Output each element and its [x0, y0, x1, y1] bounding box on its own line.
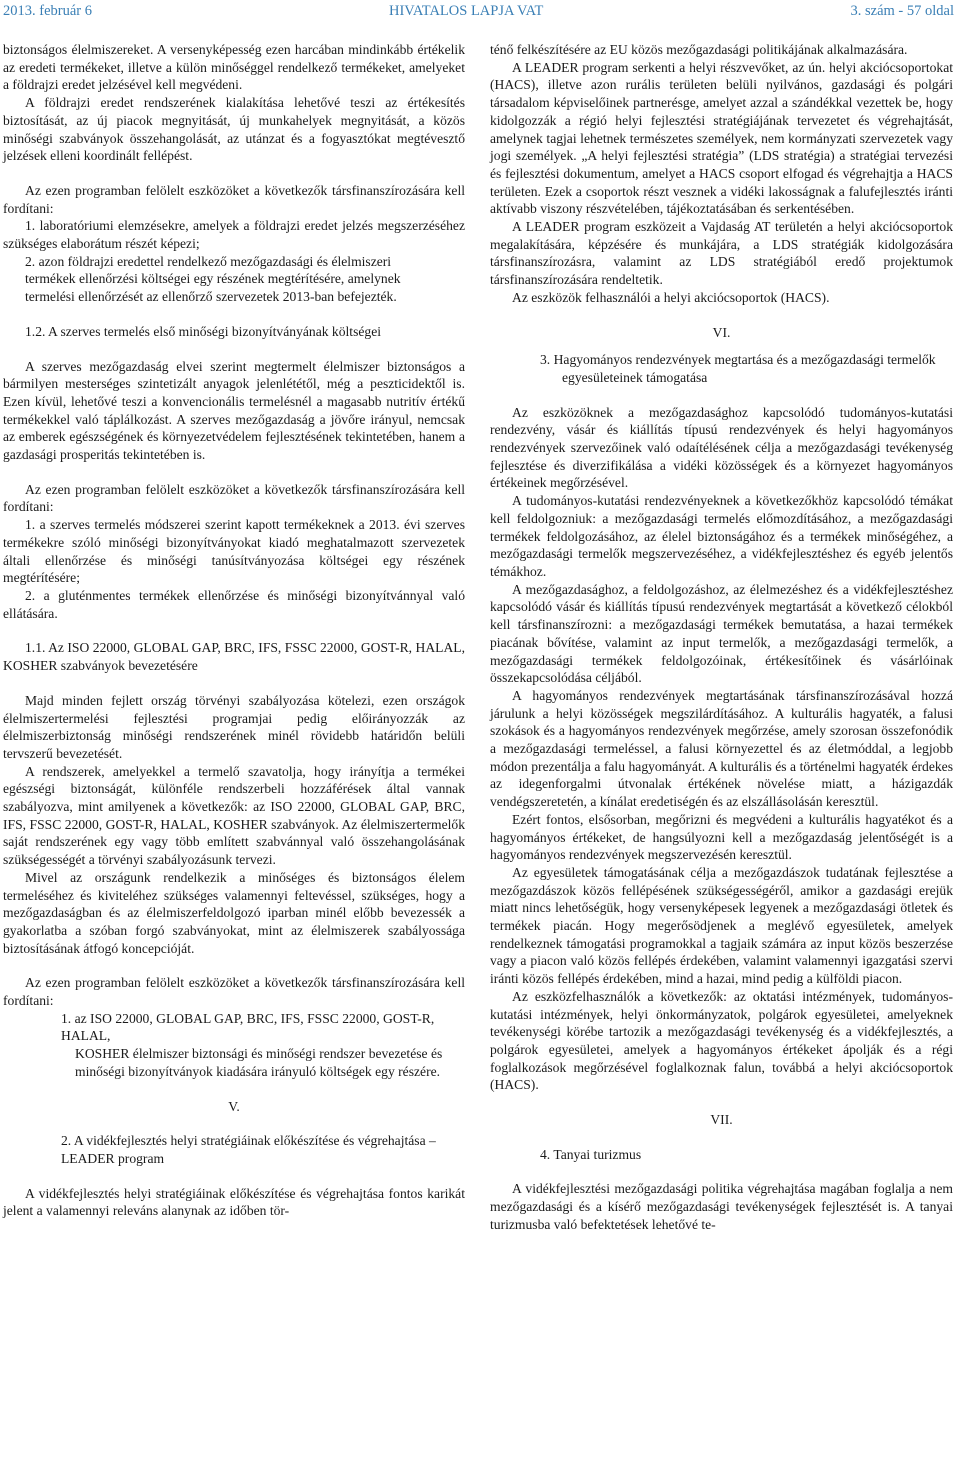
header-journal-title: HIVATALOS LAPJA VAT — [389, 3, 544, 19]
section-heading: 2. A vidékfejlesztés helyi stratégiáinak előkészítése és végrehajtása – LEADER program — [61, 1133, 436, 1166]
paragraph: A vidékfejlesztés helyi stratégiáinak előkészítése és végrehajtása fontos karikát jelent a valamennyi releváns alanynak az időben tör- — [3, 1185, 465, 1219]
paragraph: ténő felkészítésére az EU közös mezőgazdasági politikájának alkalmazására. — [490, 42, 908, 57]
right-column — [490, 41, 953, 1234]
paragraph: Az eszközök felhasználói a helyi akciócsoportok (HACS). — [512, 289, 830, 305]
section-number: V. — [228, 1098, 240, 1114]
paragraph: A LEADER program serkenti a helyi részvevőket, az ún. helyi akciócsoportokat (HACS), illetve azon rurális területen belüli nyilvános, gazdasági és polgári társadalom képviselőinek partnerésge, amelyet azzal a szándékkal vezettek be, hogy kidolgozzák a régió helyi fejlesztési stratégiájának tervezetet és végrehajtását, amelynek tagjai lehetnek természetes személyek, nem kormányzati szervezetek vagy jogi személyek. „A helyi fejlesztési stratégia” (LDS stratégia) a stratégiai tervezési és fejlesztési dokumentum, amelyet a HACS csoport elfogad és végrehajtja a HACS területen. Ezek a csoportok részt vesznek a vidéki lakosságnak a falufejlesztés iránti aktívabb viszony részvételében, tájékoztatásában és serkentésében. — [490, 59, 953, 217]
paragraph: A szerves mezőgazdaság elvei szerint megtermelt élelmiszer biztonságos a bármilyen mesterséges szintetizált anyagok jelenlététől, még a peszticidektől is. Ezen kívül, lehetővé teszi a konvencionális termelésnél a magasabb nutritív értékű termékekkel való táplálkozást. A szerves mezőgazdaság a jövőre irányul, nemcsak az emberek egészségének és környezetvédelem fejlesztésének tekintetében, hanem a gazdasági prosperitás tekintetében is. — [3, 358, 465, 463]
list-item: 1. laboratóriumi elemzésekre, amelyek a földrajzi eredet jelzés megszerzéséhez szükséges elaborátum részét képezi; — [3, 218, 465, 252]
list-item: 2. a gluténmentes termékek ellenőrzése és minőségi bizonyítvánnyal való ellátására. — [3, 587, 465, 621]
section-number: VI. — [712, 324, 731, 340]
paragraph: Az ezen programban felölelt eszközöket a következők társfinanszírozására kell fordítani: — [3, 481, 465, 515]
paragraph: Az eszközöknek a mezőgazdasághoz kapcsolódó tudományos-kutatási rendezvény, vásár és kiállítás típusú rendezvények és helyi hagyományos rendezvények szervezőinek való odaítélésének célja a mezőgazdasági tevékenység fejlesztése és diverzifikálása a vidéki közösségek és a környezet hagyományos értékeinek megőrzésével. — [490, 404, 953, 491]
paragraph: A rendszerek, amelyekkel a termelő szavatolja, hogy irányítja a termékei egészségi biztonságát, különféle rendszerbeli hozzáférések által vannak szabályozva, mint amilyenek a következők: az ISO 22000, GLOBAL GAP, BRC, IFS, FSSC 22000, GOST-R, HALAL, KOSHER szabványok. Az élelmiszertermelők saját rendszerének egy vagy több említett szabvánnyal való összehangolásának szükségességét a törvényi szabályozásunk tervezi. — [3, 763, 465, 868]
list-item: KOSHER élelmiszer biztonsági és minőségi rendszer bevezetése és — [75, 1046, 443, 1062]
paragraph: A földrajzi eredet rendszerének kialakítása lehetővé teszi az értékesítés biztosítását, az új piacok megnyitását, új munkahelyek megnyitását, a közös minőségi szabványok összehangolását, az utánzat és a fogyasztókat megtévesztő jelzések elleni koordinált fellépést. — [3, 95, 465, 164]
list-item: termelési ellenőrzését az ellenőrző szervezetek 2013-ban befejezték. — [25, 289, 397, 305]
header-date: 2013. február 6 — [3, 3, 92, 19]
page-header — [0, 0, 960, 22]
list-item: termékek ellenőrzési költségei egy részének megtérítésére, amelynek — [25, 271, 401, 287]
list-item: 1. a szerves termelés módszerei szerint kapott termékeknek a 2013. évi szerves termékekre szóló minőségi bizonyítványokat kiadó meghatalmazott szervezetek általi ellenőrzése és minőségi tanúsítványozása költségei egy részének megtérítésére; — [3, 517, 465, 586]
paragraph: Ezért fontos, elsősorban, megőrizni és megvédeni a kulturális hagyatékot és a hagyományos értékeket, de hangsúlyozni kell a mezőgazdaság jelentőségét is a hagyományos rendezvények megszervezésén keresztül. — [490, 811, 953, 863]
section-heading: 3. Hagyományos rendezvények megtartása és a mezőgazdasági termelők egyesületeinek támogatása — [540, 352, 936, 385]
paragraph: A tudományos-kutatási rendezvényeknek a következőkhöz kapcsolódó témákat kell feldolgozniuk: a mezőgazdasági termelés előmozdításához, a mezőgazdasági termékek feldolgozásához, az élelel biztonságához és a termékek minőségéhez, a mezőgazdasági termelők megszervezéséhez, a vidékfejlesztéshez és egyéb jelentős témákhoz. — [490, 493, 953, 579]
paragraph: A LEADER program eszközeit a Vajdaság AT területén a helyi akciócsoportok megalakítására, képzésére és munkájára, a LDS stratégiák kidolgozására társfinanszírozásra, valamint az LDS stratégiából eredő projektumok társfinanszírozására rendeltetik. — [490, 219, 953, 288]
paragraph: A mezőgazdasághoz, a feldolgozáshoz, az élelmezéshez és a vidékfejlesztéshez kapcsolódó vásár és kiállítás típusú rendezvények megtartását a következő célokból kell társfinanszírozni: a mezőgazdasági termékek bemutatása, a hazai termékek piacának bővítése, valamint az input termelők, a mezőgazdasági termelők, a mezőgazdasági termékek feldolgozóinak, értékesítőinek és vásárlóinak összekapcsolódása céljából. — [490, 581, 953, 686]
list-item: 1. az ISO 22000, GLOBAL GAP, BRC, IFS, FSSC 22000, GOST-R, HALAL, — [61, 1010, 435, 1044]
section-number: VII. — [710, 1112, 733, 1128]
paragraph: Az ezen programban felölelt eszközöket a következők társfinanszírozására kell fordítani: — [3, 975, 465, 1009]
header-issue: 3. szám - 57 oldal — [850, 3, 954, 19]
paragraph: Majd minden fejlett ország törvényi szabályozása kötelezi, ezen országok élelmiszertermelési fejlesztési programjai pedig előirányozzák az élelmiszerbiztonság minőségi rendszerének minél rövidebb határidőn belüli tervszerű bevezetését. — [3, 692, 465, 761]
section-heading: 4. Tanyai turizmus — [540, 1146, 642, 1162]
paragraph: Mivel az országunk rendelkezik a minőséges és biztonságos élelem termeléséhez és kiviteléhez szükséges valamennyi feltevéssel, szükséges, hogy a mezőgazdaságban és az élelmiszerfeldolgozó iparban minél előbb bevezessék a gyakorlatba a szóban forgó szabványokat, mint az élelmiszerek szabályossága biztosításának átfogó koncepcióját. — [3, 869, 465, 956]
left-column — [3, 41, 465, 1220]
paragraph: A hagyományos rendezvények megtartásának társfinanszírozásával hozzá járulunk a helyi közösségek megszilárdításához. A kulturális hagyaték, a falusi szokások és a hagyományos rendezvények megőrzése, amely szorosan összefonódik a mezőgazdasági termeléssel, a falusi környezettel és az életmóddal, a legjobb módon prezentálja a falu hagyományát. A kulturális és a történelmi hagyaték érdekes az idegenforgalmi útvonalak értékének növelése miatt, a házigazdák vendégszeretetén, a kínálat eredetiségén és az elszállásolásán keresztül. — [490, 687, 953, 810]
paragraph: Az egyesületek támogatásának célja a mezőgazdászok tudatának fejlesztése a mezőgazdászok közös fellépésének szükségességéről, amikor a gazdasági erejük miatt nincs lehetőségük, hogy versenyképesek legyenek a mezőgazdasági ötletek és termékek piacán. Hogy megerősödjenek a meglévő egyesületek, amelyek rendelkeznek támogatási programokkal a tagjaik számára az input közös beszerzése vagy a piacon való közös fellépés érdekében, valamint valamennyi igazgatási szervi iránti közös fellépés érdekében, mind a hazai, mind pedig a külföldi piacon. — [490, 864, 953, 987]
section-heading: 1.1. Az ISO 22000, GLOBAL GAP, BRC, IFS, FSSC 22000, GOST-R, HALAL, KOSHER szabványok bevezetésére — [3, 640, 465, 674]
paragraph: Az ezen programban felölelt eszközöket a következők társfinanszírozására kell fordítani: — [3, 182, 465, 216]
list-item: 2. azon földrajzi eredettel rendelkező mezőgazdasági és élelmiszeri — [25, 253, 392, 269]
section-heading: 1.2. A szerves termelés első minőségi bizonyítványának költségei — [25, 323, 381, 339]
paragraph: Az eszközfelhasználók a következők: az oktatási intézmények, tudományos-kutatási intézmények, helyi önkormányzatok, polgárok egyesületei, amelyeknek tevékenységi körébe tartozik a mezőgazdasági tevékenység és a vidékfejlesztés, a polgárok egyesületei, amelyek a hagyományos értékeket ápolják és a régi foglalkozások megőrzésével foglalkoznak falun, továbbá a helyi akciócsoportok (HACS). — [490, 988, 953, 1093]
list-item: minőségi bizonyítványok kiadására irányuló költségek egy részére. — [75, 1063, 441, 1079]
paragraph: biztonságos élelmiszereket. A versenyképesség ezen harcában mindinkább értékelik az eredeti termékeket, illetve a külön minőséggel rendelkező termékeket, amelyeket a földrajzi eredet jelzésével kell megvédeni. — [3, 42, 465, 93]
paragraph: A vidékfejlesztési mezőgazdasági politika végrehajtása magában foglalja a nem mezőgazdasági és a kísérő mezőgazdasági tevékenységek fejlesztését is. A tanyai turizmusba való befektetések lehetővé te- — [490, 1181, 953, 1232]
